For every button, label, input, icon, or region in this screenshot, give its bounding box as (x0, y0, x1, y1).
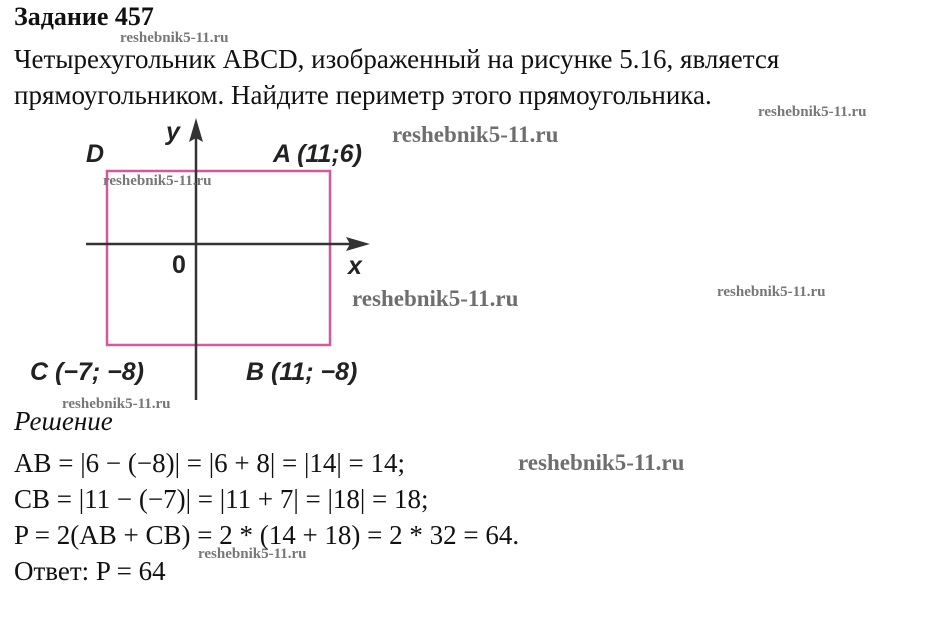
watermark: reshebnik5-11.ru (352, 286, 519, 311)
point-d-label: D (86, 140, 105, 168)
rectangle-abcd (107, 171, 330, 345)
point-b-label: B (11; −8) (246, 358, 358, 386)
point-a-label: A (11;6) (273, 140, 362, 168)
task-title: Задание 457 (14, 2, 154, 31)
watermark: reshebnik5-11.ru (198, 546, 307, 562)
x-axis-label: x (348, 252, 362, 280)
watermark: reshebnik5-11.ru (518, 450, 685, 475)
watermark: reshebnik5-11.ru (392, 122, 559, 147)
y-axis-label: y (166, 118, 180, 146)
solution-answer: Ответ: P = 64 (14, 556, 166, 586)
solution-line-ab: AB = |6 − (−8)| = |6 + 8| = |14| = 14; (14, 448, 406, 478)
watermark: reshebnik5-11.ru (103, 173, 212, 189)
watermark: reshebnik5-11.ru (758, 104, 867, 120)
task-statement-line-1: Четырехугольник ABCD, изображенный на рисунке 5.16, является (14, 44, 780, 74)
watermark: reshebnik5-11.ru (120, 30, 229, 46)
solution-line-perimeter: P = 2(AB + CB) = 2 * (14 + 18) = 2 * 32 = 64. (14, 520, 520, 550)
task-statement-line-2: прямоугольником. Найдите периметр этого прямоугольника. (14, 80, 712, 110)
point-c-label: C (−7; −8) (30, 358, 144, 386)
watermark: reshebnik5-11.ru (717, 284, 826, 300)
watermark: reshebnik5-11.ru (62, 396, 171, 412)
solution-line-cb: CB = |11 − (−7)| = |11 + 7| = |18| = 18; (14, 484, 429, 514)
origin-label: 0 (172, 251, 186, 279)
solution-heading: Решение (14, 406, 113, 436)
